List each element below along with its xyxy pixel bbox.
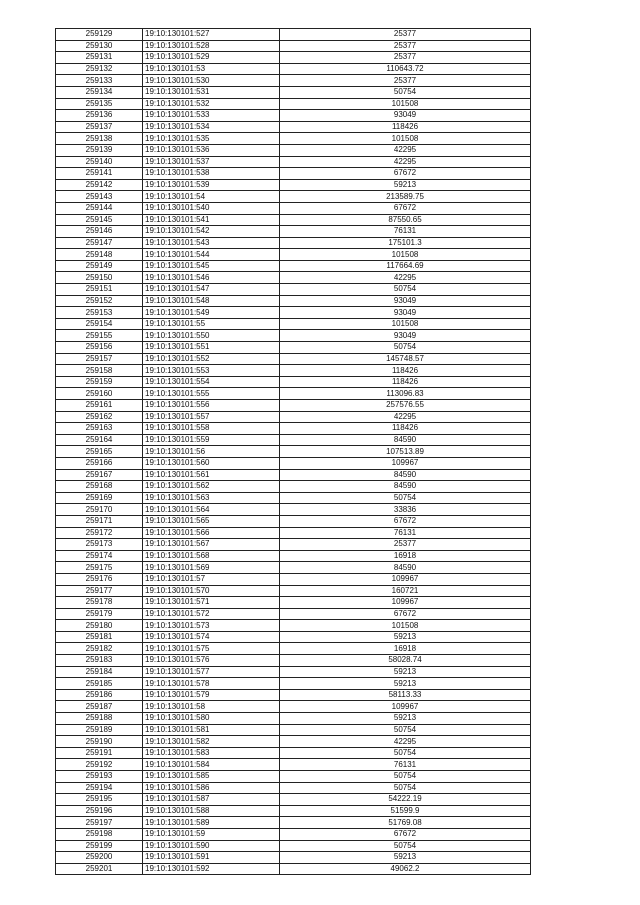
cadastral-number-cell: 19:10:130101:588 xyxy=(143,805,280,817)
cadastral-number-cell: 19:10:130101:546 xyxy=(143,272,280,284)
cadastral-number-cell: 19:10:130101:575 xyxy=(143,643,280,655)
cadastral-number-cell: 19:10:130101:561 xyxy=(143,469,280,481)
table-row xyxy=(56,110,531,122)
value-cell: 49062.2 xyxy=(280,863,531,875)
table-row xyxy=(56,284,531,296)
value-cell: 42295 xyxy=(280,156,531,168)
cadastral-number-cell: 19:10:130101:576 xyxy=(143,655,280,667)
value-cell: 50754 xyxy=(280,782,531,794)
value-cell: 93049 xyxy=(280,307,531,319)
table-row xyxy=(56,759,531,771)
row-id-cell: 259132 xyxy=(56,63,143,75)
table-row xyxy=(56,713,531,725)
value-cell: 213589.75 xyxy=(280,191,531,203)
value-cell: 50754 xyxy=(280,724,531,736)
row-id-cell: 259142 xyxy=(56,179,143,191)
value-cell: 67672 xyxy=(280,828,531,840)
cadastral-number-cell: 19:10:130101:556 xyxy=(143,400,280,412)
cadastral-number-cell: 19:10:130101:553 xyxy=(143,365,280,377)
value-cell: 16918 xyxy=(280,550,531,562)
value-cell: 25377 xyxy=(280,40,531,52)
table-row xyxy=(56,29,531,41)
value-cell: 67672 xyxy=(280,608,531,620)
value-cell: 58028.74 xyxy=(280,655,531,667)
row-id-cell: 259134 xyxy=(56,86,143,98)
row-id-cell: 259168 xyxy=(56,481,143,493)
value-cell: 109967 xyxy=(280,457,531,469)
value-cell: 50754 xyxy=(280,342,531,354)
table-row xyxy=(56,86,531,98)
table-row xyxy=(56,469,531,481)
cadastral-number-cell: 19:10:130101:566 xyxy=(143,527,280,539)
row-id-cell: 259169 xyxy=(56,492,143,504)
table-row xyxy=(56,481,531,493)
value-cell: 145748.57 xyxy=(280,353,531,365)
value-cell: 50754 xyxy=(280,747,531,759)
row-id-cell: 259191 xyxy=(56,747,143,759)
value-cell: 59213 xyxy=(280,678,531,690)
cadastral-number-cell: 19:10:130101:569 xyxy=(143,562,280,574)
value-cell: 118426 xyxy=(280,376,531,388)
cadastral-number-cell: 19:10:130101:539 xyxy=(143,179,280,191)
row-id-cell: 259172 xyxy=(56,527,143,539)
row-id-cell: 259150 xyxy=(56,272,143,284)
table-row xyxy=(56,457,531,469)
cadastral-number-cell: 19:10:130101:574 xyxy=(143,631,280,643)
row-id-cell: 259156 xyxy=(56,342,143,354)
table-row xyxy=(56,863,531,875)
cadastral-number-cell: 19:10:130101:568 xyxy=(143,550,280,562)
row-id-cell: 259199 xyxy=(56,840,143,852)
row-id-cell: 259200 xyxy=(56,852,143,864)
cadastral-number-cell: 19:10:130101:572 xyxy=(143,608,280,620)
row-id-cell: 259186 xyxy=(56,689,143,701)
value-cell: 42295 xyxy=(280,272,531,284)
cadastral-number-cell: 19:10:130101:535 xyxy=(143,133,280,145)
cadastral-number-cell: 19:10:130101:551 xyxy=(143,342,280,354)
table-row xyxy=(56,376,531,388)
table-row xyxy=(56,411,531,423)
row-id-cell: 259192 xyxy=(56,759,143,771)
value-cell: 25377 xyxy=(280,539,531,551)
row-id-cell: 259151 xyxy=(56,284,143,296)
cadastral-number-cell: 19:10:130101:528 xyxy=(143,40,280,52)
cadastral-number-cell: 19:10:130101:583 xyxy=(143,747,280,759)
row-id-cell: 259188 xyxy=(56,713,143,725)
row-id-cell: 259182 xyxy=(56,643,143,655)
table-row xyxy=(56,771,531,783)
cadastral-number-cell: 19:10:130101:589 xyxy=(143,817,280,829)
cadastral-number-cell: 19:10:130101:559 xyxy=(143,434,280,446)
row-id-cell: 259179 xyxy=(56,608,143,620)
row-id-cell: 259157 xyxy=(56,353,143,365)
data-table xyxy=(55,28,531,875)
row-id-cell: 259138 xyxy=(56,133,143,145)
table-row xyxy=(56,655,531,667)
cadastral-number-cell: 19:10:130101:547 xyxy=(143,284,280,296)
value-cell: 93049 xyxy=(280,110,531,122)
table-row xyxy=(56,643,531,655)
row-id-cell: 259180 xyxy=(56,620,143,632)
cadastral-number-cell: 19:10:130101:545 xyxy=(143,260,280,272)
value-cell: 42295 xyxy=(280,736,531,748)
cadastral-number-cell: 19:10:130101:591 xyxy=(143,852,280,864)
value-cell: 59213 xyxy=(280,852,531,864)
row-id-cell: 259190 xyxy=(56,736,143,748)
cadastral-number-cell: 19:10:130101:590 xyxy=(143,840,280,852)
cadastral-number-cell: 19:10:130101:532 xyxy=(143,98,280,110)
row-id-cell: 259135 xyxy=(56,98,143,110)
cadastral-number-cell: 19:10:130101:538 xyxy=(143,168,280,180)
row-id-cell: 259176 xyxy=(56,573,143,585)
value-cell: 107513.89 xyxy=(280,446,531,458)
value-cell: 59213 xyxy=(280,713,531,725)
cadastral-number-cell: 19:10:130101:578 xyxy=(143,678,280,690)
row-id-cell: 259155 xyxy=(56,330,143,342)
cadastral-number-cell: 19:10:130101:581 xyxy=(143,724,280,736)
table-row xyxy=(56,272,531,284)
table-row xyxy=(56,527,531,539)
table-row xyxy=(56,724,531,736)
row-id-cell: 259141 xyxy=(56,168,143,180)
row-id-cell: 259133 xyxy=(56,75,143,87)
table-row xyxy=(56,237,531,249)
table-row xyxy=(56,202,531,214)
table-row xyxy=(56,168,531,180)
table-row xyxy=(56,295,531,307)
table-row xyxy=(56,608,531,620)
table-row xyxy=(56,562,531,574)
row-id-cell: 259137 xyxy=(56,121,143,133)
cadastral-number-cell: 19:10:130101:579 xyxy=(143,689,280,701)
cadastral-number-cell: 19:10:130101:533 xyxy=(143,110,280,122)
table-row xyxy=(56,423,531,435)
table-row xyxy=(56,817,531,829)
table-row xyxy=(56,400,531,412)
cadastral-number-cell: 19:10:130101:570 xyxy=(143,585,280,597)
value-cell: 113096.83 xyxy=(280,388,531,400)
cadastral-number-cell: 19:10:130101:541 xyxy=(143,214,280,226)
table-row xyxy=(56,191,531,203)
value-cell: 109967 xyxy=(280,573,531,585)
cadastral-number-cell: 19:10:130101:544 xyxy=(143,249,280,261)
value-cell: 101508 xyxy=(280,620,531,632)
cadastral-number-cell: 19:10:130101:530 xyxy=(143,75,280,87)
cadastral-number-cell: 19:10:130101:527 xyxy=(143,29,280,41)
cadastral-number-cell: 19:10:130101:57 xyxy=(143,573,280,585)
row-id-cell: 259197 xyxy=(56,817,143,829)
cadastral-number-cell: 19:10:130101:580 xyxy=(143,713,280,725)
row-id-cell: 259196 xyxy=(56,805,143,817)
value-cell: 110643.72 xyxy=(280,63,531,75)
table-row xyxy=(56,782,531,794)
value-cell: 84590 xyxy=(280,469,531,481)
cadastral-number-cell: 19:10:130101:55 xyxy=(143,318,280,330)
value-cell: 25377 xyxy=(280,52,531,64)
cadastral-number-cell: 19:10:130101:534 xyxy=(143,121,280,133)
value-cell: 16918 xyxy=(280,643,531,655)
value-cell: 50754 xyxy=(280,771,531,783)
cadastral-number-cell: 19:10:130101:555 xyxy=(143,388,280,400)
table-row xyxy=(56,52,531,64)
table-row xyxy=(56,63,531,75)
cadastral-number-cell: 19:10:130101:550 xyxy=(143,330,280,342)
row-id-cell: 259136 xyxy=(56,110,143,122)
row-id-cell: 259159 xyxy=(56,376,143,388)
row-id-cell: 259131 xyxy=(56,52,143,64)
cadastral-number-cell: 19:10:130101:562 xyxy=(143,481,280,493)
value-cell: 50754 xyxy=(280,492,531,504)
row-id-cell: 259181 xyxy=(56,631,143,643)
cadastral-number-cell: 19:10:130101:558 xyxy=(143,423,280,435)
cadastral-number-cell: 19:10:130101:540 xyxy=(143,202,280,214)
row-id-cell: 259185 xyxy=(56,678,143,690)
cadastral-number-cell: 19:10:130101:549 xyxy=(143,307,280,319)
table-row xyxy=(56,689,531,701)
cadastral-number-cell: 19:10:130101:567 xyxy=(143,539,280,551)
table-row xyxy=(56,249,531,261)
row-id-cell: 259154 xyxy=(56,318,143,330)
row-id-cell: 259152 xyxy=(56,295,143,307)
value-cell: 118426 xyxy=(280,121,531,133)
table-row xyxy=(56,342,531,354)
value-cell: 117664.69 xyxy=(280,260,531,272)
value-cell: 50754 xyxy=(280,86,531,98)
row-id-cell: 259193 xyxy=(56,771,143,783)
table-row xyxy=(56,852,531,864)
row-id-cell: 259194 xyxy=(56,782,143,794)
cadastral-number-cell: 19:10:130101:557 xyxy=(143,411,280,423)
value-cell: 76131 xyxy=(280,759,531,771)
value-cell: 118426 xyxy=(280,423,531,435)
table-row xyxy=(56,179,531,191)
cadastral-number-cell: 19:10:130101:552 xyxy=(143,353,280,365)
table-row xyxy=(56,620,531,632)
row-id-cell: 259195 xyxy=(56,794,143,806)
table-row xyxy=(56,666,531,678)
value-cell: 59213 xyxy=(280,666,531,678)
table-row xyxy=(56,492,531,504)
value-cell: 67672 xyxy=(280,202,531,214)
table-row xyxy=(56,388,531,400)
row-id-cell: 259170 xyxy=(56,504,143,516)
cadastral-number-cell: 19:10:130101:563 xyxy=(143,492,280,504)
row-id-cell: 259166 xyxy=(56,457,143,469)
table-row xyxy=(56,214,531,226)
cadastral-number-cell: 19:10:130101:537 xyxy=(143,156,280,168)
value-cell: 33836 xyxy=(280,504,531,516)
row-id-cell: 259143 xyxy=(56,191,143,203)
table-row xyxy=(56,701,531,713)
table-row xyxy=(56,353,531,365)
row-id-cell: 259130 xyxy=(56,40,143,52)
table-row xyxy=(56,446,531,458)
value-cell: 51599.9 xyxy=(280,805,531,817)
cadastral-number-cell: 19:10:130101:587 xyxy=(143,794,280,806)
table-row xyxy=(56,226,531,238)
row-id-cell: 259148 xyxy=(56,249,143,261)
table-row xyxy=(56,133,531,145)
row-id-cell: 259175 xyxy=(56,562,143,574)
cadastral-number-cell: 19:10:130101:531 xyxy=(143,86,280,98)
table-row xyxy=(56,121,531,133)
cadastral-number-cell: 19:10:130101:58 xyxy=(143,701,280,713)
row-id-cell: 259139 xyxy=(56,144,143,156)
value-cell: 76131 xyxy=(280,226,531,238)
row-id-cell: 259140 xyxy=(56,156,143,168)
table-row xyxy=(56,794,531,806)
cadastral-number-cell: 19:10:130101:542 xyxy=(143,226,280,238)
row-id-cell: 259163 xyxy=(56,423,143,435)
value-cell: 42295 xyxy=(280,144,531,156)
table-row xyxy=(56,631,531,643)
table-row xyxy=(56,805,531,817)
row-id-cell: 259129 xyxy=(56,29,143,41)
value-cell: 118426 xyxy=(280,365,531,377)
table-row xyxy=(56,260,531,272)
cadastral-number-cell: 19:10:130101:592 xyxy=(143,863,280,875)
cadastral-number-cell: 19:10:130101:565 xyxy=(143,515,280,527)
row-id-cell: 259153 xyxy=(56,307,143,319)
row-id-cell: 259198 xyxy=(56,828,143,840)
value-cell: 51769.08 xyxy=(280,817,531,829)
table-row xyxy=(56,318,531,330)
value-cell: 84590 xyxy=(280,481,531,493)
value-cell: 50754 xyxy=(280,284,531,296)
value-cell: 59213 xyxy=(280,179,531,191)
table-row xyxy=(56,597,531,609)
cadastral-number-cell: 19:10:130101:548 xyxy=(143,295,280,307)
value-cell: 54222.19 xyxy=(280,794,531,806)
table-row xyxy=(56,156,531,168)
cadastral-number-cell: 19:10:130101:536 xyxy=(143,144,280,156)
cadastral-number-cell: 19:10:130101:584 xyxy=(143,759,280,771)
table-row xyxy=(56,40,531,52)
table-row xyxy=(56,98,531,110)
table-row xyxy=(56,75,531,87)
table-row xyxy=(56,747,531,759)
value-cell: 25377 xyxy=(280,75,531,87)
row-id-cell: 259183 xyxy=(56,655,143,667)
cadastral-number-cell: 19:10:130101:53 xyxy=(143,63,280,75)
row-id-cell: 259177 xyxy=(56,585,143,597)
row-id-cell: 259189 xyxy=(56,724,143,736)
value-cell: 25377 xyxy=(280,29,531,41)
value-cell: 87550.65 xyxy=(280,214,531,226)
table-row xyxy=(56,585,531,597)
table-row xyxy=(56,678,531,690)
cadastral-number-cell: 19:10:130101:571 xyxy=(143,597,280,609)
cadastral-number-cell: 19:10:130101:585 xyxy=(143,771,280,783)
row-id-cell: 259144 xyxy=(56,202,143,214)
table-row xyxy=(56,736,531,748)
table-row xyxy=(56,515,531,527)
value-cell: 93049 xyxy=(280,295,531,307)
cadastral-number-cell: 19:10:130101:586 xyxy=(143,782,280,794)
row-id-cell: 259164 xyxy=(56,434,143,446)
cadastral-number-cell: 19:10:130101:56 xyxy=(143,446,280,458)
value-cell: 84590 xyxy=(280,562,531,574)
cadastral-number-cell: 19:10:130101:560 xyxy=(143,457,280,469)
row-id-cell: 259160 xyxy=(56,388,143,400)
cadastral-number-cell: 19:10:130101:59 xyxy=(143,828,280,840)
table-row xyxy=(56,330,531,342)
value-cell: 101508 xyxy=(280,98,531,110)
row-id-cell: 259178 xyxy=(56,597,143,609)
value-cell: 50754 xyxy=(280,840,531,852)
table-body xyxy=(56,29,531,875)
value-cell: 93049 xyxy=(280,330,531,342)
row-id-cell: 259161 xyxy=(56,400,143,412)
value-cell: 160721 xyxy=(280,585,531,597)
row-id-cell: 259146 xyxy=(56,226,143,238)
row-id-cell: 259184 xyxy=(56,666,143,678)
row-id-cell: 259201 xyxy=(56,863,143,875)
row-id-cell: 259149 xyxy=(56,260,143,272)
row-id-cell: 259187 xyxy=(56,701,143,713)
value-cell: 67672 xyxy=(280,515,531,527)
cadastral-number-cell: 19:10:130101:564 xyxy=(143,504,280,516)
table-row xyxy=(56,840,531,852)
cadastral-number-cell: 19:10:130101:554 xyxy=(143,376,280,388)
value-cell: 42295 xyxy=(280,411,531,423)
row-id-cell: 259167 xyxy=(56,469,143,481)
value-cell: 101508 xyxy=(280,318,531,330)
row-id-cell: 259145 xyxy=(56,214,143,226)
cadastral-number-cell: 19:10:130101:543 xyxy=(143,237,280,249)
row-id-cell: 259158 xyxy=(56,365,143,377)
row-id-cell: 259165 xyxy=(56,446,143,458)
value-cell: 257576.55 xyxy=(280,400,531,412)
value-cell: 67672 xyxy=(280,168,531,180)
table-row xyxy=(56,365,531,377)
table-row xyxy=(56,573,531,585)
value-cell: 76131 xyxy=(280,527,531,539)
value-cell: 109967 xyxy=(280,597,531,609)
cadastral-number-cell: 19:10:130101:529 xyxy=(143,52,280,64)
table-row xyxy=(56,504,531,516)
value-cell: 58113.33 xyxy=(280,689,531,701)
cadastral-number-cell: 19:10:130101:573 xyxy=(143,620,280,632)
value-cell: 101508 xyxy=(280,133,531,145)
value-cell: 175101.3 xyxy=(280,237,531,249)
value-cell: 109967 xyxy=(280,701,531,713)
value-cell: 59213 xyxy=(280,631,531,643)
table-row xyxy=(56,307,531,319)
cadastral-number-cell: 19:10:130101:582 xyxy=(143,736,280,748)
row-id-cell: 259171 xyxy=(56,515,143,527)
row-id-cell: 259147 xyxy=(56,237,143,249)
cadastral-number-cell: 19:10:130101:577 xyxy=(143,666,280,678)
table-row xyxy=(56,539,531,551)
table-row xyxy=(56,550,531,562)
table-row xyxy=(56,434,531,446)
row-id-cell: 259173 xyxy=(56,539,143,551)
table-row xyxy=(56,144,531,156)
table-row xyxy=(56,828,531,840)
row-id-cell: 259174 xyxy=(56,550,143,562)
value-cell: 101508 xyxy=(280,249,531,261)
cadastral-number-cell: 19:10:130101:54 xyxy=(143,191,280,203)
row-id-cell: 259162 xyxy=(56,411,143,423)
value-cell: 84590 xyxy=(280,434,531,446)
